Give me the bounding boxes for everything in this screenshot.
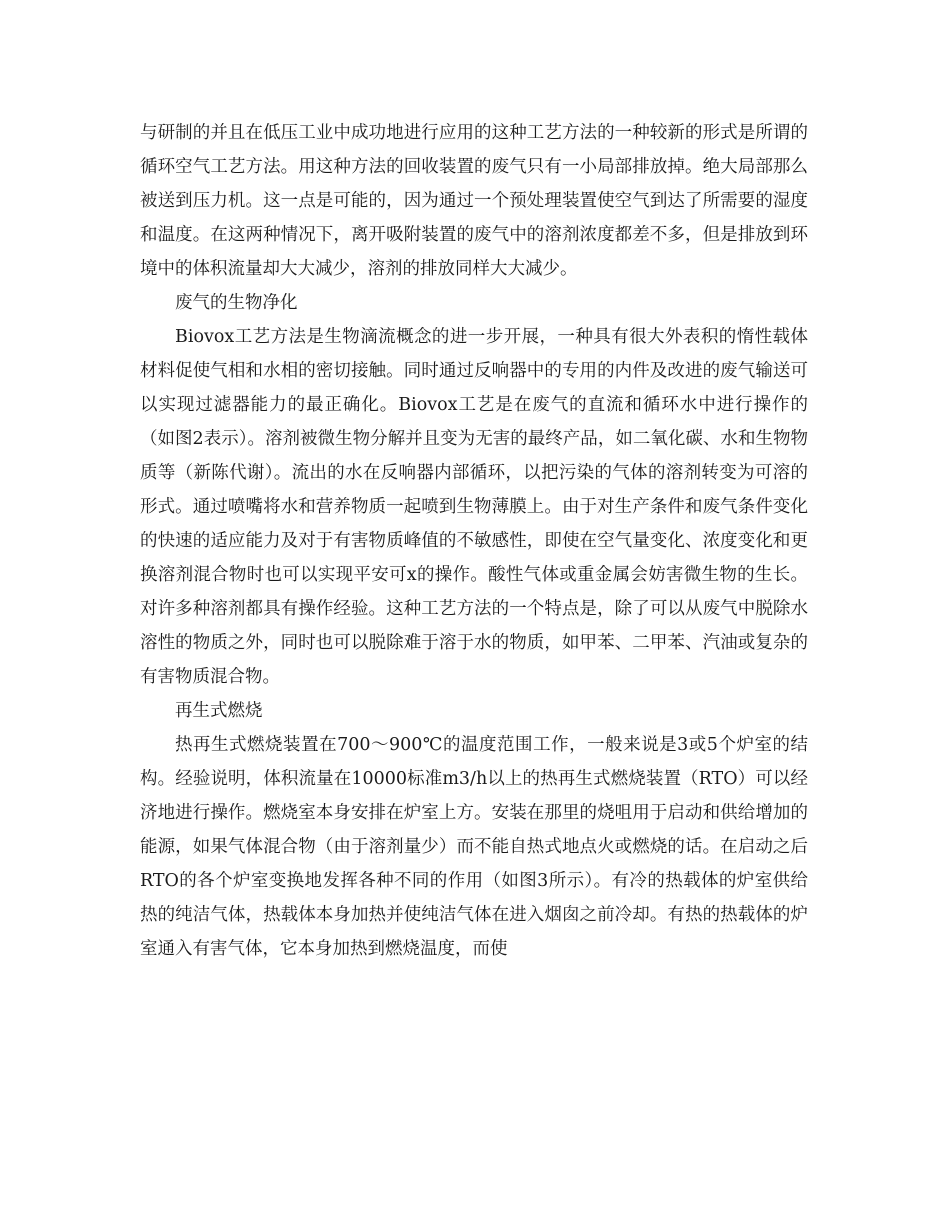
paragraph-circulating-air: 与研制的并且在低压工业中成功地进行应用的这种工艺方法的一种较新的形式是所谓的循环空气工艺方法。用这种方法的回收装置的废气只有一小局部排放掉。绝大局部那么被送到压力机。这一点是可能的，因为通过一个预处理装置使空气到达了所需要的湿度和温度。在这两种情况下，离开吸附装置的废气中的溶剂浓度都差不多，但是排放到环境中的体积流量却大大减少，溶剂的排放同样大大减少。 [140,123,808,279]
paragraph-biovox-process: Biovox工艺方法是生物滴流概念的进一步开展，一种具有很大外表积的惰性载体材料促使气相和水相的密切接触。同时通过反响器中的专用的内件及改进的废气输送可以实现过滤器能力的最正确化。Biovox工艺是在废气的直流和循环水中进行操作的（如图2表示）。溶剂被微生物分解并且变为无害的最终产品，如二氧化碳、水和生物物质等（新陈代谢）。流出的水在反响器内部循环，以把污染的气体的溶剂转变为可溶的形式。通过喷嘴将水和营养物质一起喷到生物薄膜上。由于对生产条件和废气条件变化的快速的适应能力及对于有害物质峰值的不敏感性，即使在空气量变化、浓度变化和更换溶剂混合物时也可以实现平安可x的操作。酸性气体或重金属会妨害微生物的生长。对许多种溶剂都具有操作经验。这种工艺方法的一个特点是，除了可以从废气中脱除水溶性的物质之外，同时也可以脱除难于溶于水的物质，如甲苯、二甲苯、汽油或复杂的有害物质混合物。 [140,327,808,687]
document-body [140,116,808,966]
section-heading-regenerative-combustion: 再生式燃烧 [175,701,263,721]
section-heading-biological-purification: 废气的生物净化 [175,293,298,313]
paragraph-rto-process: 热再生式燃烧装置在700～900℃的温度范围工作，一般来说是3或5个炉室的结构。经验说明，体积流量在10000标准m3/h以上的热再生式燃烧装置（RTO）可以经济地进行操作。燃烧室本身安排在炉室上方。安装在那里的烧咀用于启动和供给增加的能源，如果气体混合物（由于溶剂量少）而不能自热式地点火或燃烧的话。在启动之后RTO的各个炉室变换地发挥各种不同的作用（如图3所示）。有冷的热载体的炉室供给热的纯洁气体，热载体本身加热并使纯洁气体在进入烟囱之前冷却。有热的热载体的炉室通入有害气体，它本身加热到燃烧温度，而使 [140,735,808,959]
